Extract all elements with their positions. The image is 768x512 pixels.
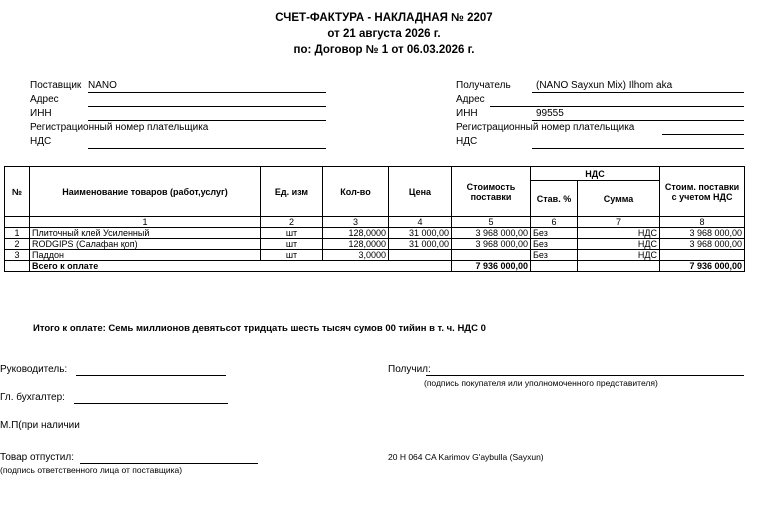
row-name: RODGIPS (Салафан қоп) <box>30 239 261 250</box>
col-number-blank <box>5 217 30 228</box>
document-title: СЧЕТ-ФАКТУРА - НАКЛАДНАЯ № 2207 <box>275 12 493 24</box>
invoice-table <box>4 166 745 272</box>
header-vat-sum: Сумма <box>578 181 660 217</box>
total-with-vat: 7 936 000,00 <box>660 261 745 272</box>
header-vat-rate: Став. % <box>531 181 578 217</box>
header-unit: Ед. изм <box>261 167 323 217</box>
header-vat-group: НДС <box>531 167 660 181</box>
document-contract: по: Договор № 1 от 06.03.2026 г. <box>293 44 475 56</box>
col-number: 3 <box>323 217 389 228</box>
header-cost: Стоимость поставки <box>452 167 531 217</box>
director-label: Руководитель: <box>0 364 68 375</box>
total-vat-sum-blank <box>578 261 660 272</box>
supplier-vat-line <box>88 148 326 149</box>
recipient-vat-line <box>532 148 744 149</box>
col-number: 4 <box>389 217 452 228</box>
total-in-words: Итого к оплате: Семь миллионов девятьсот тридцать шесть тысяч сумов 00 тийин в т. ч. НДС 0 <box>33 323 486 334</box>
row-vat-sum: НДС <box>578 239 660 250</box>
col-number: 2 <box>261 217 323 228</box>
row-vat-sum: НДС <box>578 228 660 239</box>
supplier-inn-line <box>88 120 326 121</box>
row-cost: 3 968 000,00 <box>452 228 531 239</box>
row-qty: 128,0000 <box>323 239 389 250</box>
row-unit: шт <box>261 239 323 250</box>
row-vat-rate: Без <box>531 250 578 261</box>
row-num: 1 <box>5 228 30 239</box>
row-unit: шт <box>261 250 323 261</box>
row-vat-rate: Без <box>531 228 578 239</box>
recipient-label: Получатель <box>456 80 511 91</box>
col-number: 8 <box>660 217 745 228</box>
row-vat-sum: НДС <box>578 250 660 261</box>
row-total: 3 968 000,00 <box>660 228 745 239</box>
recipient-address-label: Адрес <box>456 94 485 105</box>
row-total <box>660 250 745 261</box>
recipient-reg-label: Регистрационный номер плательщика <box>456 122 635 133</box>
recipient-line <box>532 92 744 93</box>
row-cost: 3 968 000,00 <box>452 239 531 250</box>
supplier-address-label: Адрес <box>30 94 59 105</box>
recipient-inn-line <box>532 120 744 121</box>
table-row <box>5 239 745 250</box>
supplier-reg-label: Регистрационный номер плательщика <box>30 122 209 133</box>
header-name: Наименование товаров (работ,услуг) <box>30 167 261 217</box>
supplier-vat-label: НДС <box>30 136 52 147</box>
released-note: (подпись ответственного лица от поставщика) <box>0 465 183 475</box>
received-label: Получил: <box>388 364 431 375</box>
header-price: Цена <box>389 167 452 217</box>
header-num: № <box>5 167 30 217</box>
document-date: от 21 августа 2026 г. <box>327 28 441 40</box>
total-row <box>5 261 745 272</box>
recipient-inn-label: ИНН <box>456 108 478 119</box>
received-by-name: 20 H 064 CA Karimov G'aybulla (Sayxun) <box>388 452 544 462</box>
recipient-address-line <box>490 106 744 107</box>
row-price <box>389 250 452 261</box>
recipient-inn-value: 99555 <box>536 108 564 119</box>
row-price: 31 000,00 <box>389 239 452 250</box>
row-price: 31 000,00 <box>389 228 452 239</box>
recipient-vat-label: НДС <box>456 136 478 147</box>
supplier-value: NANO <box>88 80 117 91</box>
col-number: 1 <box>30 217 261 228</box>
released-signature-line <box>80 463 258 464</box>
director-signature-line <box>76 375 226 376</box>
accountant-label: Гл. бухгалтер: <box>0 392 65 403</box>
row-num: 3 <box>5 250 30 261</box>
supplier-label: Поставщик <box>30 80 82 91</box>
supplier-line <box>88 92 326 93</box>
row-unit: шт <box>261 228 323 239</box>
row-num: 2 <box>5 239 30 250</box>
col-number: 6 <box>531 217 578 228</box>
table-row <box>5 250 745 261</box>
column-numbers-row <box>5 217 745 228</box>
row-qty: 3,0000 <box>323 250 389 261</box>
row-cost <box>452 250 531 261</box>
row-name: Паддон <box>30 250 261 261</box>
table-row <box>5 228 745 239</box>
row-qty: 128,0000 <box>323 228 389 239</box>
total-cost: 7 936 000,00 <box>452 261 531 272</box>
row-vat-rate: Без <box>531 239 578 250</box>
row-name: Плиточный клей Усиленный <box>30 228 261 239</box>
supplier-address-line <box>88 106 326 107</box>
released-label: Товар отпустил: <box>0 452 74 463</box>
recipient-reg-line <box>662 134 744 135</box>
stamp-label: М.П(при наличии <box>0 420 80 431</box>
col-number: 5 <box>452 217 531 228</box>
total-vat-rate-blank <box>531 261 578 272</box>
header-total: Стоим. поставки с учетом НДС <box>660 167 745 217</box>
supplier-inn-label: ИНН <box>30 108 52 119</box>
row-total: 3 968 000,00 <box>660 239 745 250</box>
accountant-signature-line <box>74 403 228 404</box>
col-number: 7 <box>578 217 660 228</box>
total-row-blank <box>5 261 30 272</box>
recipient-value: (NANO Sayxun Mix) Ilhom aka <box>536 80 673 91</box>
received-note: (подпись покупателя или уполномоченного представителя) <box>424 378 658 388</box>
header-qty: Кол-во <box>323 167 389 217</box>
received-signature-line <box>426 375 744 376</box>
total-label: Всего к оплате <box>30 261 452 272</box>
